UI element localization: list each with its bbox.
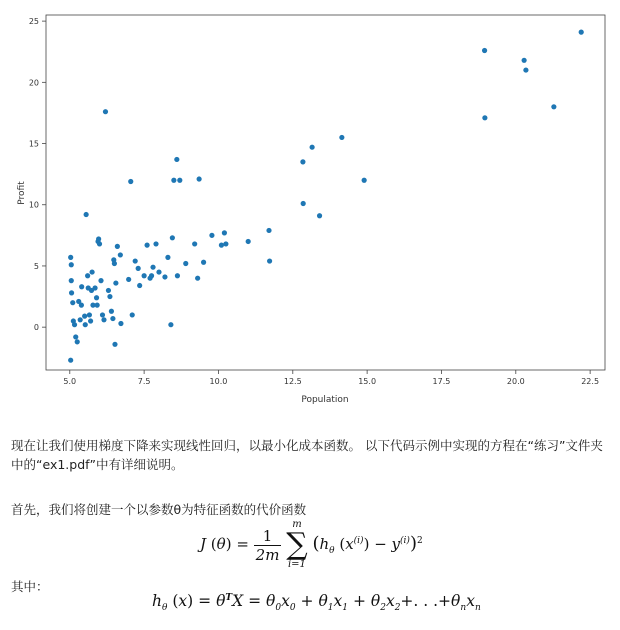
- data-point: [109, 309, 114, 314]
- x-tick-label: 22.5: [581, 377, 600, 386]
- data-point: [339, 135, 344, 140]
- x-axis-label: Population: [301, 395, 349, 405]
- data-point: [165, 255, 170, 260]
- data-point: [98, 278, 103, 283]
- data-point: [192, 241, 197, 246]
- data-point: [310, 145, 315, 150]
- data-point: [133, 258, 138, 263]
- data-point: [130, 312, 135, 317]
- data-point: [68, 358, 73, 363]
- y-tick-label: 25: [28, 17, 39, 27]
- y-tick-label: 5: [33, 261, 39, 271]
- data-point: [103, 109, 108, 114]
- data-point: [168, 322, 173, 327]
- data-point: [112, 261, 117, 266]
- data-point: [149, 273, 154, 278]
- data-point: [94, 295, 99, 300]
- data-point: [195, 276, 200, 281]
- data-point: [126, 277, 131, 282]
- data-point: [522, 58, 527, 63]
- where-label: 其中：: [11, 579, 49, 594]
- data-point: [171, 178, 176, 183]
- data-point: [107, 294, 112, 299]
- data-point: [112, 342, 117, 347]
- data-point: [136, 266, 141, 271]
- data-point: [83, 322, 88, 327]
- data-point: [110, 316, 115, 321]
- y-tick-label: 20: [28, 78, 39, 88]
- data-point: [362, 178, 367, 183]
- data-point: [482, 48, 487, 53]
- data-point: [579, 30, 584, 35]
- y-tick-label: 15: [28, 139, 39, 149]
- data-point: [118, 252, 123, 257]
- data-point: [201, 260, 206, 265]
- data-point: [84, 212, 89, 217]
- x-tick-label: 20.0: [506, 377, 525, 386]
- x-tick-label: 17.5: [432, 377, 451, 386]
- data-point: [551, 104, 556, 109]
- data-point: [106, 288, 111, 293]
- data-point: [482, 115, 487, 120]
- data-point: [156, 269, 161, 274]
- data-point: [266, 228, 271, 233]
- data-point: [97, 241, 102, 246]
- y-tick-label: 10: [28, 200, 39, 210]
- data-point: [100, 312, 105, 317]
- data-point: [69, 262, 74, 267]
- data-point: [92, 285, 97, 290]
- x-tick-label: 5.0: [63, 377, 77, 386]
- y-axis-ticks: [29, 17, 46, 332]
- data-point: [72, 322, 77, 327]
- data-point: [78, 317, 83, 322]
- data-point: [300, 159, 305, 164]
- data-point: [317, 213, 322, 218]
- data-point: [70, 300, 75, 305]
- data-point: [246, 239, 251, 244]
- data-point: [177, 178, 182, 183]
- data-point: [142, 273, 147, 278]
- y-axis-label: Profit: [17, 181, 27, 205]
- data-point: [175, 273, 180, 278]
- data-point: [267, 258, 272, 263]
- data-point: [174, 157, 179, 162]
- data-point: [73, 334, 78, 339]
- data-point: [162, 274, 167, 279]
- data-point: [96, 236, 101, 241]
- data-point: [89, 269, 94, 274]
- data-point: [523, 67, 528, 72]
- intro-paragraph: 现在让我们使用梯度下降来实现线性回归，以最小化成本函数。 以下代码示例中实现的方程在“练习”文件夹中的“ex1.pdf”中有详细说明。: [11, 438, 603, 472]
- x-tick-label: 10.0: [209, 377, 228, 386]
- data-point: [69, 278, 74, 283]
- data-point: [95, 303, 100, 308]
- hypothesis-equation: $h_\theta$ $(x) = \theta^TX = \theta_0x_0 + \theta_1x_1 + \theta_2x_2+$. . $.+\theta_nx_n$: [152, 592, 481, 614]
- data-point: [87, 312, 92, 317]
- data-point: [69, 290, 74, 295]
- cost-function-intro: 首先，我们将创建一个以参数θ为特征函数的代价函数: [11, 502, 307, 517]
- data-point: [137, 283, 142, 288]
- data-point: [128, 179, 133, 184]
- data-point: [153, 241, 158, 246]
- data-point: [183, 261, 188, 266]
- y-tick-label: 0: [33, 323, 39, 333]
- data-point: [209, 233, 214, 238]
- data-point: [79, 303, 84, 308]
- data-point: [85, 273, 90, 278]
- x-tick-label: 7.5: [137, 377, 151, 386]
- data-point: [79, 284, 84, 289]
- plot-area: [46, 15, 605, 370]
- data-point: [223, 241, 228, 246]
- data-point: [219, 243, 224, 248]
- data-point: [75, 339, 80, 344]
- data-point: [88, 318, 93, 323]
- x-tick-label: 12.5: [283, 377, 302, 386]
- data-point: [222, 230, 227, 235]
- data-point: [197, 176, 202, 181]
- x-axis-ticks: [63, 370, 599, 386]
- data-point: [115, 244, 120, 249]
- data-point: [113, 280, 118, 285]
- data-point: [82, 314, 87, 319]
- data-point: [118, 321, 123, 326]
- data-point: [170, 235, 175, 240]
- data-point: [144, 243, 149, 248]
- data-point: [150, 265, 155, 270]
- cost-function-equation: J (θ) = $\frac{1}{2m}$ m ∑ i=1 ($h_\theta$ $(x^{(i)}) - y^{(i)})^2$: [200, 519, 423, 570]
- data-point: [68, 255, 73, 260]
- data-point: [101, 317, 106, 322]
- data-point: [301, 201, 306, 206]
- x-tick-label: 15.0: [358, 377, 377, 386]
